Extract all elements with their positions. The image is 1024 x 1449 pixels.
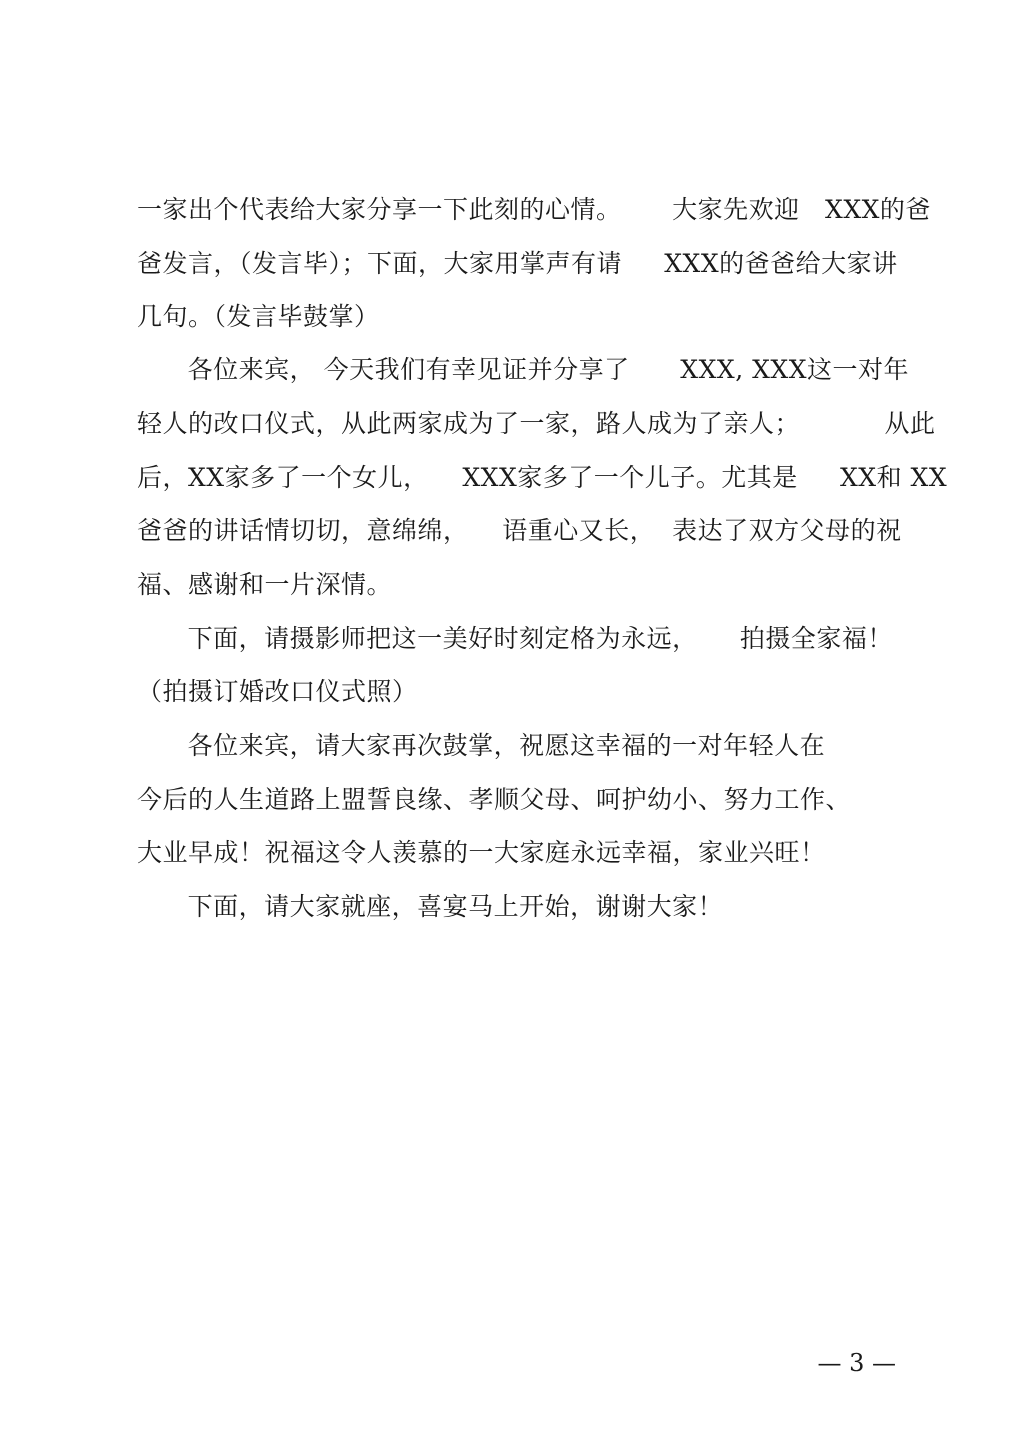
text-line-1: 一家出个代表给大家分享一下此刻的心情。 大家先欢迎 XXX的爸 (137, 195, 931, 224)
text-line-3: 几句。（发言毕鼓掌） (137, 302, 380, 331)
text-line-10: （拍摄订婚改口仪式照） (137, 677, 418, 706)
text-line-11: 各位来宾，请大家再次鼓掌，祝愿这幸福的一对年轻人在 (137, 731, 826, 760)
page-number-footer (0, 1318, 1024, 1408)
text-line-13: 大业早成！祝福这令人羡慕的一大家庭永远幸福，家业兴旺！ (137, 838, 826, 867)
text-line-12: 今后的人生道路上盟誓良缘、孝顺父母、呵护幼小、努力工作、 (137, 785, 852, 814)
text-line-9: 下面，请摄影师把这一美好时刻定格为永远， 拍摄全家福！ (137, 624, 893, 653)
text-line-14: 下面，请大家就座，喜宴马上开始，谢谢大家！ (137, 892, 724, 921)
text-line-6: 后，XX家多了一个女儿， XXX家多了一个儿子。尤其是 XX和 XX (137, 463, 948, 492)
text-line-8: 福、感谢和一片深情。 (137, 570, 393, 599)
text-line-5: 轻人的改口仪式，从此两家成为了一家，路人成为了亲人； 从此 (137, 409, 936, 438)
text-line-2: 爸发言，（发言毕）；下面，大家用掌声有请 XXX的爸爸给大家讲 (137, 249, 898, 278)
page-number: — 3 — (817, 1349, 896, 1377)
text-line-4: 各位来宾， 今天我们有幸见证并分享了 XXX, XXX这一对年 (137, 355, 909, 384)
text-line-7: 爸爸的讲话情切切，意绵绵， 语重心又长， 表达了双方父母的祝 (137, 516, 902, 545)
